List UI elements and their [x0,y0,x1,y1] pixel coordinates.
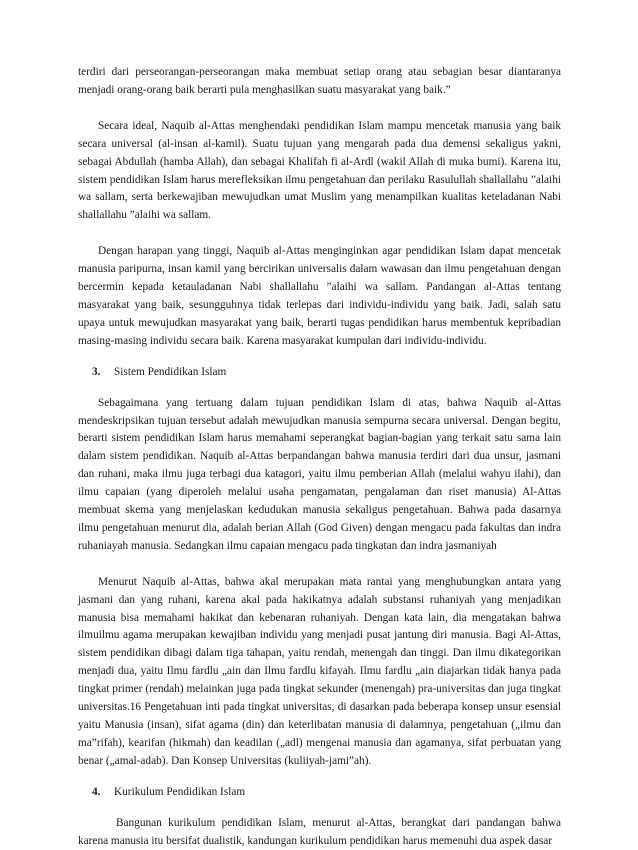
paragraph-harapan: Dengan harapan yang tinggi, Naquib al-Attas menginginkan agar pendidikan Islam dapat mencetak manusia paripurna, insan kamil yang bercirikan universalis dalam wawasan dan ilmu pengetahuan dengan bercermin kepada ketauladanan Nabi shallallahu ”alaihi wa sallam. Pandangan al-Attas tentang masyarakat yang baik, sesungguhnya tidak terlepas dari individu-individu yang baik. Jadi, salah satu upaya untuk mewujudkan masyarakat yang baik, berarti tugas pendidikan harus membentuk kepribadian masing-masing individu secara baik. Karena masyarakat kumpulan dari individu-individu. [78,245,561,347]
paragraph-ideal: Secara ideal, Naquib al-Attas menghendaki pendidikan Islam mampu mencetak manusia yang baik secara universal (al-insan al-kamil). Suatu tujuan yang mengarah pada dua demensi sekaligus yakni, sebagai Abdullah (hamba Allah), dan sebagai Khalifah fi al-Ardl (wakil Allah di muka bumi). Karena itu, sistem pendidikan Islam harus merefleksikan ilmu pengetahuan dan perilaku Rasulullah shallallahu ”alaihi wa sallam, serta berkewajiban mewujudkan umat Muslim yang menampilkan kualitas keteladanan Nabi shallallahu ”alaihi wa sallam. [78,119,561,222]
section-4-number: 4. [92,785,101,798]
section-3-heading [78,364,561,382]
section-4-paragraph-1: Bangunan kurikulum pendidikan Islam, menurut al-Attas, berangkat dari pandangan bahwa karena manusia itu bersifat dualistik, kandungan kurikulum pendidikan harus memenuhi dua aspek dasar [78,816,561,847]
paragraph-intro-continuation: terdiri dari perseorangan-perseorangan maka membuat setiap orang atau sebagian besar diantaranya menjadi orang-orang baik berarti pula menghasilkan suatu masyarakat yang baik.” [78,66,561,96]
section-4-title: Kurikulum Pendidikan Islam [114,785,246,798]
section-3-paragraph-1: Sebagaimana yang tertuang dalam tujuan pendidikan Islam di atas, bahwa Naquib al-Attas mendeskripsikan tujuan tersebut adalah mewujudkan manusia sempurna secara universal. Dengan begitu, berarti sistem pendidikan Islam harus memahami seperangkat bagian-bagian yang terkait satu sama lain dalam sistem pendidikan. Naquib al-Attas berpandangan bahwa manusia terdiri dari dua unsur, jasmani dan ruhani, maka ilmu juga terbagi dua katagori, yaitu ilmu pemberian Allah (melalui wahyu ilahi), dan ilmu capaian (yang diperoleh melalui usaha pengamatan, pengalaman dan riset manusia) Al-Attas membuat skema yang menjelaskan kedudukan manusia sekaligus pengetahuan. Bahwa pada dasarnya ilmu pengetahuan menurut dia, adalah berian Allah (God Given) dengan mengacu pada fakultas dan indra ruhaniayah manusia. Sedangkan ilmu capaian mengacu pada tingkatan dan indra jasmaniyah [78,396,561,552]
section-3-paragraph-2: Menurut Naquib al-Attas, bahwa akal merupakan mata rantai yang menghubungkan antara yang jasmani dan yang ruhani, karena akal pada hakikatnya adalah substansi ruhaniyah yang menjadikan manusia bisa memahami hakikat dan kebenaran ruhaniyah. Dengan kata lain, dia mengatakan bahwa ilmuilmu agama merupakan kewajiban individu yang menjadi pusat jantung diri manusia. Bagi Al-Attas, sistem pendidikan dibagi dalam tiga tahapan, yaitu rendah, menengah dan tinggi. Dan ilmu dikategorikan menjadi dua, yaitu Ilmu fardlu „ain dan Ilmu fardlu kifayah. Ilmu fardlu „ain diajarkan tidak hanya pada tingkat primer (rendah) melainkan juga pada tingkat sekunder (menengah) pra-universitas dan juga tingkat universitas.16 Pengetahuan inti pada tingkat universitas, di dasarkan pada beberapa konsep unsur esensial yaitu Manusia (insan), sifat agama (din) dan keterlibatan manusia di dalamnya, pengetahuan („ilmu dan ma”rifah), kearifan (hikmah) dan keadilan („adl) mengenai manusia dan agamanya, sifat perbuatan yang benar („amal-adab). Dan Konsep Universitas (kuliiyah-jami”ah). [78,575,561,767]
section-3-title: Sistem Pendidikan Islam [114,365,227,378]
section-4-heading [78,784,561,802]
document-page [78,64,561,850]
section-3-number: 3. [92,365,101,378]
